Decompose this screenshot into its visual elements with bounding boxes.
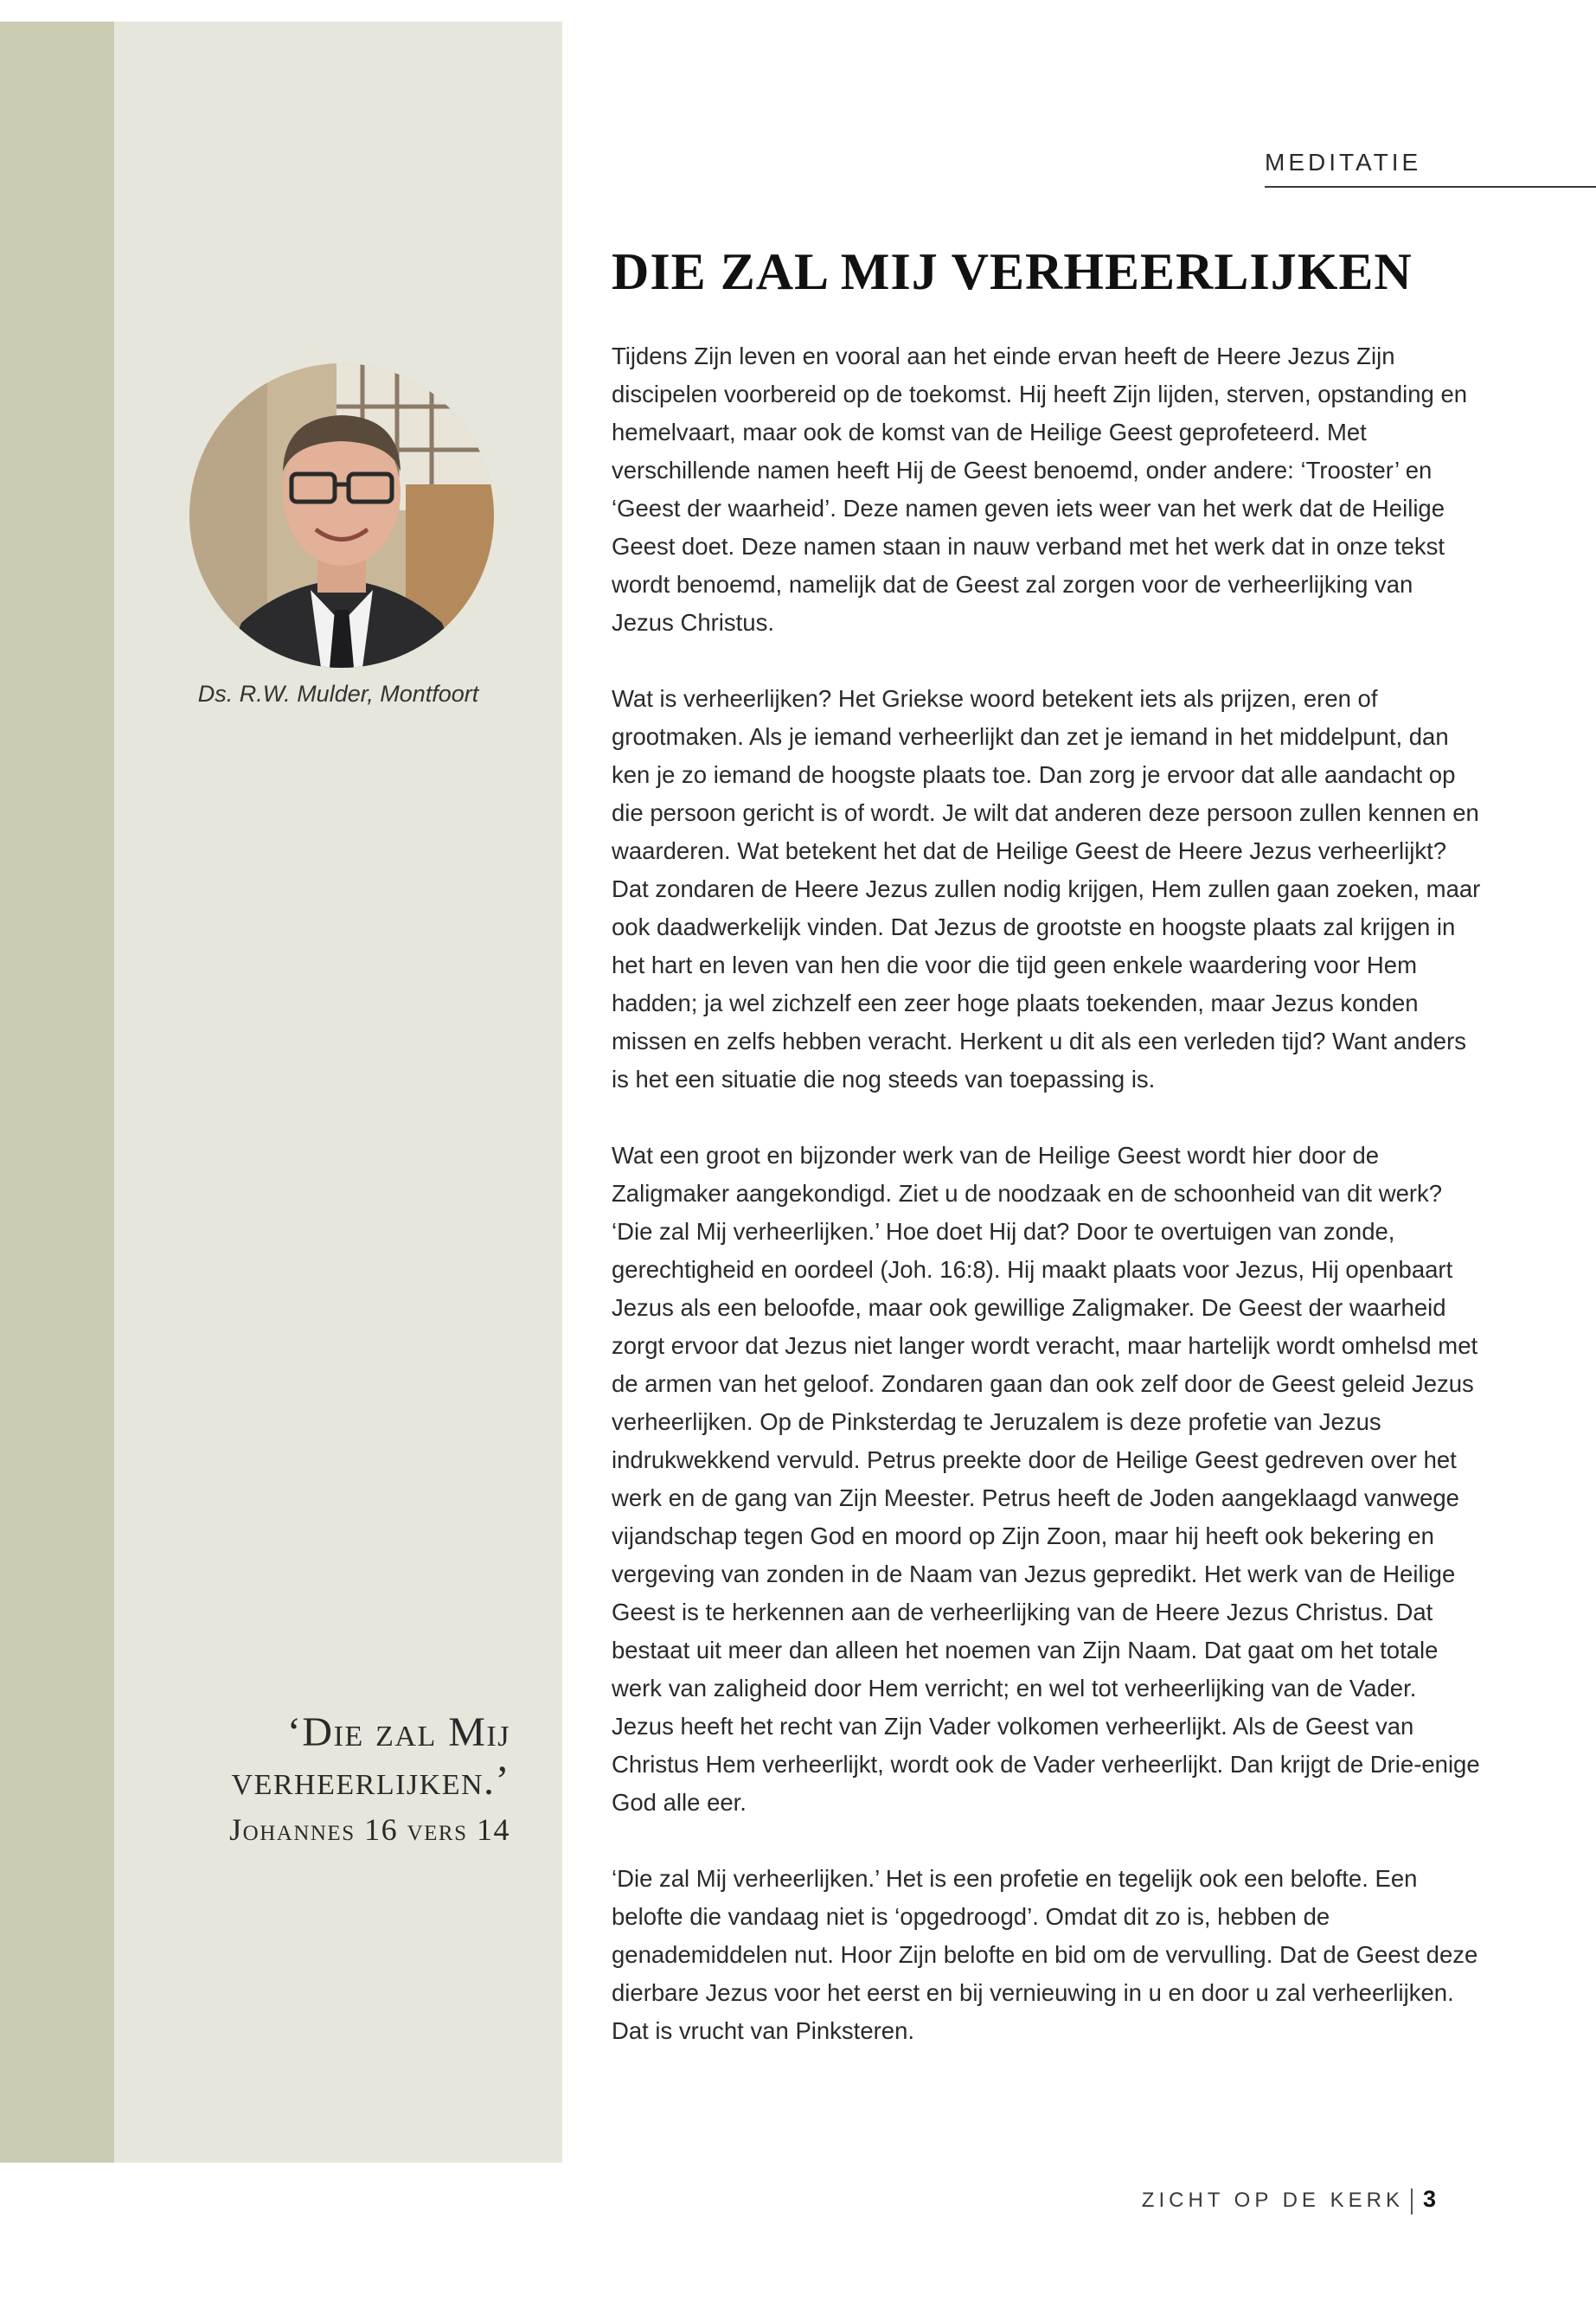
section-label: MEDITATIE — [1265, 149, 1422, 176]
page-footer — [1142, 2186, 1436, 2214]
author-caption: Ds. R.W. Mulder, Montfoort — [197, 681, 479, 707]
pull-quote-line: ‘Die zal Mij — [286, 1709, 510, 1755]
pull-quote — [229, 1708, 510, 1854]
magazine-name: ZICHT OP DE KERK — [1141, 2189, 1404, 2212]
author-portrait — [189, 363, 494, 668]
article-body — [612, 337, 1481, 2088]
pull-quote-line: verheerlijken.’ — [231, 1758, 510, 1804]
paragraph: Wat is verheerlijken? Het Griekse woord betekent iets als prijzen, eren of grootmaken. Als je iemand verheerlijkt dan zet je iemand in het middelpunt, dan ken je zo iemand de hoogste plaats toe. Dan zorg je ervoor dat alle aandacht op die persoon gericht is of wordt. Je wilt dat anderen deze persoon zullen kennen en waarderen. Wat betekent het dat de Heilige Geest de Heere Jezus verheerlijkt? Dat zondaren de Heere Jezus zullen nodig krijgen, Hem zullen gaan zoeken, maar ook daadwerkelijk vinden. Dat Jezus de grootste en hoogste plaats zal krijgen in het hart en leven van hen die voor die tijd geen enkele waardering voor Hem hadden; ja wel zichzelf een zeer hoge plaats toekenden, maar Jezus konden missen en zelfs hebben veracht. Herkent u dit als een verleden tijd? Want anders is het een situatie die nog steeds van toepassing is. — [612, 685, 1481, 1093]
footer-separator — [1411, 2189, 1413, 2214]
sidebar-stripe-dark — [0, 22, 114, 2163]
pull-quote-reference: Johannes 16 vers 14 — [229, 1812, 510, 1847]
paragraph: ‘Die zal Mij verheerlijken.’ Het is een profetie en tegelijk ook een belofte. Een belofte die vandaag niet is ‘opgedroogd’. Omdat dit zo is, hebben de genademiddelen nut. Hoor Zijn belofte en bid om de vervulling. Dat de Geest deze dierbare Jezus voor het eerst en bij vernieuwing in u en door u zal verheerlijken. Dat is vrucht van Pinksteren. — [612, 1865, 1478, 2044]
paragraph: Tijdens Zijn leven en vooral aan het einde ervan heeft de Heere Jezus Zijn discipelen voorbereid op de toekomst. Hij heeft Zijn lijden, sterven, opstanding en hemelvaart, maar ook de komst van de Heilige Geest geprofeteerd. Met verschillende namen heeft Hij de Geest benoemd, onder andere: ‘Trooster’ en ‘Geest der waarheid’. Deze namen geven iets weer van het werk dat de Heilige Geest doet. Deze namen staan in nauw verband met het werk dat in onze tekst wordt benoemd, namelijk dat de Geest zal zorgen voor de verheerlijking van Jezus Christus. — [612, 343, 1468, 636]
section-rule — [1265, 186, 1596, 188]
article-title: DIE ZAL MIJ VERHEERLIJKEN — [612, 243, 1413, 300]
page-number: 3 — [1422, 2186, 1436, 2212]
paragraph: Wat een groot en bijzonder werk van de Heilige Geest wordt hier door de Zaligmaker aangekondigd. Ziet u de noodzaak en de schoonheid van dit werk? ‘Die zal Mij verheerlijken.’ Hoe doet Hij dat? Door te overtuigen van zonde, gerechtigheid en oordeel (Joh. 16:8). Hij maakt plaats voor Jezus, Hij openbaart Jezus als een beloofde, maar ook gewillige Zaligmaker. De Geest der waarheid zorgt ervoor dat Jezus niet langer wordt veracht, maar hartelijk wordt omhelsd met de armen van het geloof. Zondaren gaan dan ook zelf door de Geest geleid Jezus verheerlijken. Op de Pinksterdag te Jeruzalem is deze profetie van Jezus indrukwekkend vervuld. Petrus preekte door de Heilige Geest gedreven over het werk en de gang van Zijn Meester. Petrus heeft de Joden aangeklaagd vanwege vijandschap tegen God en moord op Zijn Zoon, maar hij heeft ook bekering en vergeving van zonden in de Naam van Jezus gepredikt. Het werk van de Heilige Geest is te herkennen aan de verheerlijking van de Heere Jezus Christus. Dat bestaat uit meer dan alleen het noemen van Zijn Naam. Dat gaat om het totale werk van zaligheid door Hem verricht; en wel tot verheerlijking van de Vader. Jezus heeft het recht van Zijn Vader volkomen verheerlijkt. Als de Geest van Christus Hem verheerlijkt, wordt ook de Vader verheerlijkt. Dan krijgt de Drie-enige God alle eer. — [612, 1142, 1480, 1816]
